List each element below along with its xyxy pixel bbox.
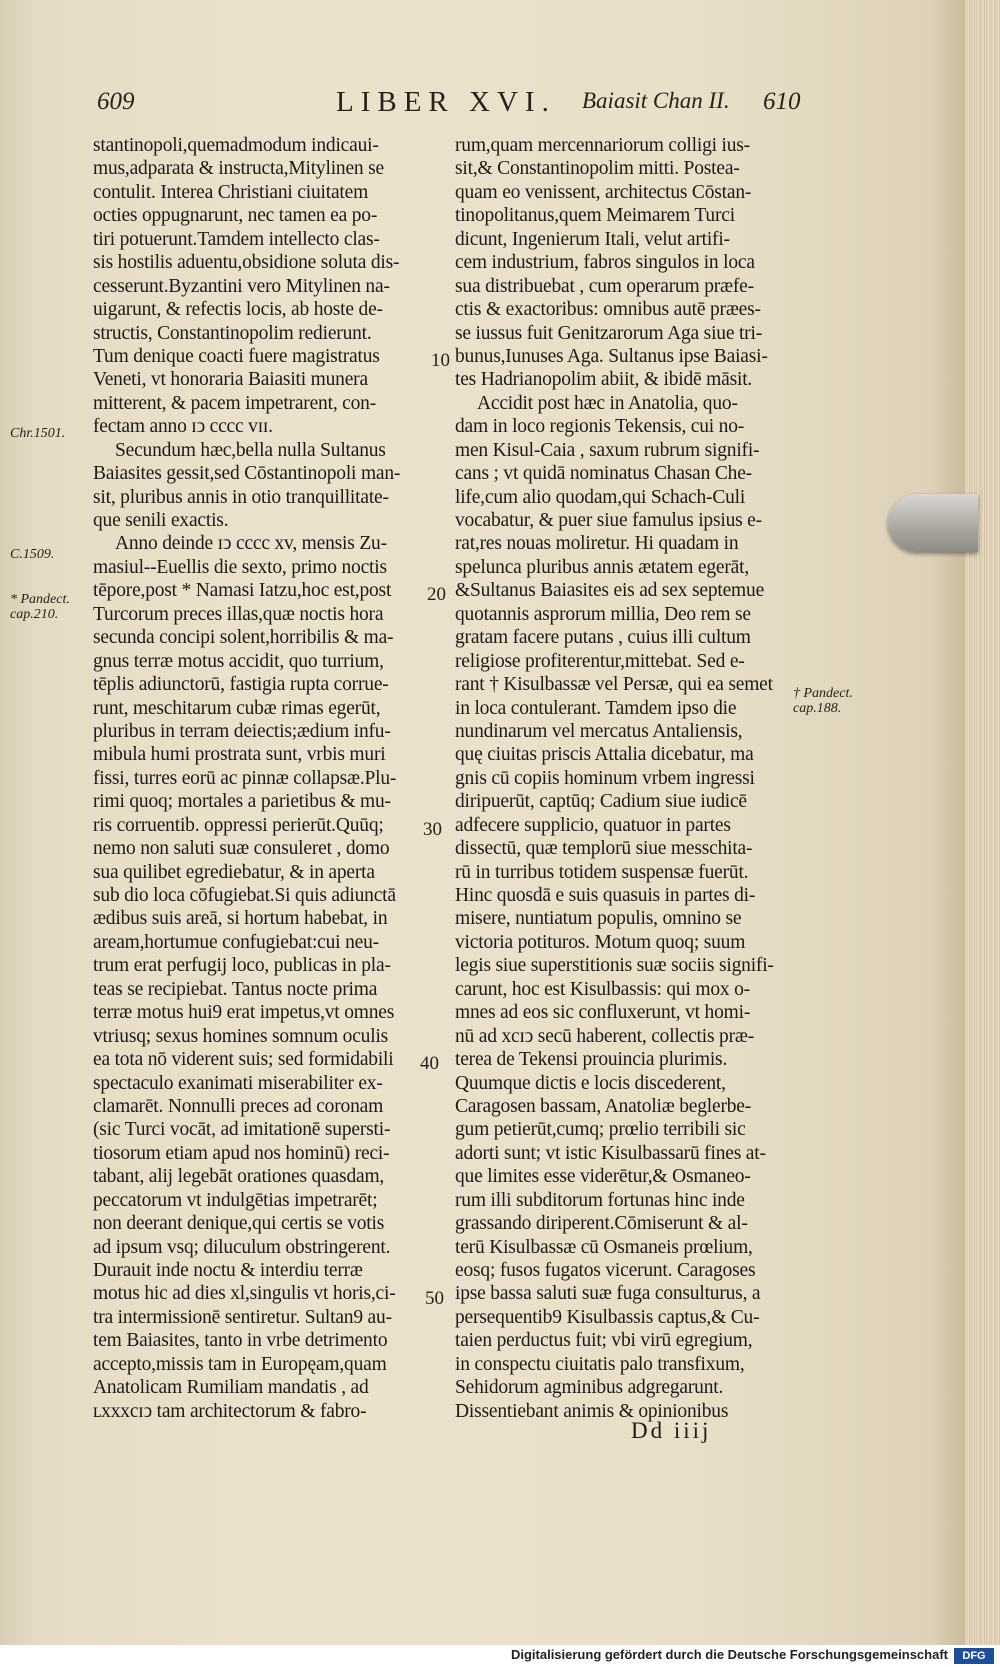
text-line: sua quilibet egrediebatur, & in aperta: [93, 861, 375, 883]
text-line: gum petierūt,cumq; prœlio terribili sic: [455, 1119, 746, 1141]
text-line: tēpore,post * Namasi Iatzu,hoc est,post: [93, 580, 392, 602]
text-line: masiul--Euellis die sexto, primo noctis: [93, 556, 387, 578]
text-line: contulit. Interea Christiani ciuitatem: [93, 181, 369, 203]
text-line: legis siue superstitionis suæ sociis signifi-: [455, 955, 774, 977]
text-line: men Kisul-Caia , saxum rubrum signifi-: [455, 439, 760, 461]
text-line: trum erat perfugij loco, publicas in pla-: [93, 955, 391, 977]
text-line: Sehidorum agminibus adgregarunt.: [455, 1377, 724, 1399]
text-line: gnis cū copiis hominum vrbem ingressi: [455, 767, 755, 789]
text-line: tra intermissionē sentiretur. Sultan9 au-: [93, 1306, 392, 1328]
text-line: Caragosen bassam, Anatoliæ beglerbe-: [455, 1095, 752, 1117]
text-line: nemo non saluti suæ consuleret , domo: [93, 838, 390, 860]
text-line: se iussus fuit Genitzarorum Aga siue tri-: [455, 322, 762, 344]
page-number-right: 610: [763, 88, 801, 115]
text-line: adorti sunt; vt istic Kisulbassarū fines at-: [455, 1142, 766, 1164]
text-line: accepto,missis tam in Europęam,quam: [93, 1353, 387, 1375]
text-line: rat,res nouas moliretur. Hi quadam in: [455, 533, 739, 555]
text-line: clamarēt. Nonnulli preces ad coronam: [93, 1095, 384, 1117]
text-line: quotannis asprorum millia, Deo rem se: [455, 603, 751, 625]
text-line: sis hostilis aduentu,obsidione soluta dis-: [93, 252, 400, 274]
text-line: runt, meschitarum cubæ rimas egerūt,: [93, 697, 381, 719]
page-footer: [455, 1418, 795, 1446]
margin-note-c1509: C.1509.: [10, 547, 55, 562]
text-line: fectam anno ɪↄ cccc vɪɪ.: [93, 416, 273, 438]
text-line: sub dio loca cōfugiebat.Si quis adiunctā: [93, 885, 396, 906]
text-line: rant † Kisulbassæ vel Persæ, qui ea semet: [455, 674, 773, 696]
margin-note-pandect-188: † Pandect. cap.188.: [793, 686, 853, 716]
text-line: Hinc quosdā e suis quasuis in partes di-: [455, 885, 756, 906]
text-line: secunda concipi solent,horribilis & ma-: [93, 627, 394, 649]
text-line: ædibus suis areā, si hortum habebat, in: [93, 908, 388, 930]
text-line: vtriusq; sexus homines somnum oculis: [93, 1025, 389, 1047]
text-line: ea tota nō viderent suis; sed formidabili: [93, 1049, 394, 1071]
text-line: tes Hadrianopolim abiit, & ibidē māsit.: [455, 369, 753, 391]
line-number: 10: [431, 350, 450, 371]
text-line: Tum denique coacti fuere magistratus: [93, 345, 380, 367]
signature-mark: Dd iiij: [631, 1418, 712, 1443]
right-text-column: [455, 134, 783, 1423]
book-title: LIBER XVI.: [336, 86, 556, 118]
text-line: religiose profiterentur,mittebat. Sed e-: [455, 650, 745, 672]
left-text-column: [93, 134, 421, 1423]
text-line: victoria potituros. Motum quoq; suum: [455, 931, 746, 953]
page-number-left: 609: [97, 88, 135, 115]
text-line: Anatolicam Rumiliam mandatis , ad: [93, 1377, 369, 1399]
text-line: structis, Constantinopolim redierunt.: [93, 322, 372, 344]
text-line: tinopolitanus,quem Meimarem Turci: [455, 205, 735, 227]
text-line: spectaculo exanimati miserabiliter ex-: [93, 1072, 383, 1094]
text-line: tiri potuerunt.Tamdem intellecto clas-: [93, 228, 380, 250]
text-line: mibula humi prostrata sunt, vrbis muri: [93, 744, 386, 766]
text-line: tiosorum etiam apud nos hominū) reci-: [93, 1142, 390, 1164]
margin-note-chr1501: Chr.1501.: [10, 426, 66, 441]
book-clip: [888, 494, 978, 552]
text-line: quam eo venissent, architectus Cōstan-: [455, 181, 752, 203]
line-number: 30: [423, 819, 442, 840]
text-line: quę ciuitas priscis Attalia dicebatur, ma: [455, 744, 754, 766]
text-line: sua distribuebat , cum operarum præfe-: [455, 275, 754, 297]
text-line: tēplis adiunctorū, fastigia rupta corrue-: [93, 674, 389, 696]
text-line: Baiasites gessit,sed Cōstantinopoli man-: [93, 463, 401, 485]
text-line: rimi quoq; mortales a parietibus & mu-: [93, 791, 391, 813]
text-line: uigarunt, & refectis locis, ab hoste de-: [93, 299, 383, 321]
text-line: Secundum hæc,bella nulla Sultanus: [115, 439, 386, 461]
text-line: cem industrium, fabros singulos in loca: [455, 252, 755, 274]
section-title: Baiasit Chan II.: [582, 88, 730, 113]
text-line: sit,& Constantinopolim mitti. Postea-: [455, 158, 740, 180]
text-line: peccatorum vt indulgētias impetrarēt;: [93, 1189, 378, 1211]
text-line: octies oppugnarunt, nec tamen ea po-: [93, 205, 378, 227]
text-line: Dissentiebant animis & opinionibus: [455, 1400, 729, 1422]
text-line: nū ad xcɪↄ secū haberent, collectis præ-: [455, 1025, 755, 1047]
text-line: tem Baiasites, tanto in vrbe detrimento: [93, 1330, 388, 1352]
text-line: gnus terræ motus accidit, quo turrium,: [93, 650, 384, 672]
text-line: taien perductus fuit; vbi virū egregium,: [455, 1330, 753, 1352]
text-line: terū Kisulbassæ cū Osmaneis prœlium,: [455, 1236, 753, 1258]
text-line: adfecere supplicio, quatuor in partes: [455, 814, 731, 836]
text-line: misere, nuntiatum populis, omnino se: [455, 908, 742, 930]
text-line: pluribus in terram deiectis;ædium infu-: [93, 720, 391, 742]
text-line: cans ; vt quidā nominatus Chasan Che-: [455, 463, 752, 485]
text-line: &Sultanus Baiasites eis ad sex septemue: [455, 580, 765, 602]
text-line: ʟxxxcɪↄ tam architectorum & fabro-: [93, 1400, 367, 1422]
text-line: Turcorum preces illas,quæ noctis hora: [93, 603, 384, 625]
text-line: dicunt, Ingenierum Itali, velut artifi-: [455, 228, 730, 250]
text-line: ipse bassa saluti suæ fuga consulturus, a: [455, 1283, 761, 1305]
line-number: 20: [427, 584, 446, 605]
text-line: rū in turribus totidem suspensæ fuerūt.: [455, 861, 749, 883]
line-number: 40: [420, 1053, 439, 1074]
text-line: dam in loco regionis Tekensis, cui no-: [455, 416, 745, 438]
text-line: (sic Turci vocāt, ad imitationē supersti-: [93, 1119, 391, 1141]
text-line: rum,quam mercennariorum colligi ius-: [455, 135, 750, 156]
text-line: diripuerūt, captūq; Cadium siue iudicē: [455, 791, 747, 813]
text-line: que limites esse viderētur,& Osmaneo-: [455, 1166, 751, 1188]
text-line: nundinarum vel mercatus Antaliensis,: [455, 720, 743, 742]
text-line: ris corruentib. oppressi perierūt.Quūq;: [93, 814, 384, 836]
text-line: in conspectu ciuitatis palo transfixum,: [455, 1353, 745, 1375]
text-line: sit, pluribus annis in otio tranquillitate-: [93, 486, 389, 508]
text-line: aream,hortumue confugiebat:cui neu-: [93, 931, 379, 953]
credit-strip: [0, 1645, 1000, 1667]
text-line: persequentib9 Kisulbassis captus,& Cu-: [455, 1306, 760, 1328]
text-line: spelunca pluribus annis ætatem egerāt,: [455, 556, 750, 578]
text-line: terea de Tekensi prouincia plurimis.: [455, 1049, 728, 1071]
text-line: stantinopoli,quemadmodum indicaui-: [93, 135, 379, 156]
text-line: mus,adparata & instructa,Mitylinen se: [93, 158, 384, 180]
text-line: ad ipsum vsq; diluculum obstringerent.: [93, 1236, 391, 1258]
text-line: grassando diriperent.Cōmiserunt & al-: [455, 1213, 748, 1235]
text-line: life,cum alio quodam,qui Schach-Culi: [455, 486, 746, 508]
text-line: Anno deinde ɪↄ cccc xv, mensis Zu-: [115, 533, 387, 555]
text-line: terræ motus hui9 erat impetus,vt omnes: [93, 1002, 395, 1024]
text-line: vocabatur, & puer siue famulus ipsius e-: [455, 510, 762, 531]
text-line: cesserunt.Byzantini vero Mitylinen na-: [93, 275, 390, 297]
text-line: mitterent, & pacem impetrarent, con-: [93, 392, 377, 414]
text-line: que senili exactis.: [93, 510, 229, 531]
text-line: fissi, turres eorū ac pinnæ collapsæ.Plu-: [93, 767, 397, 789]
dfg-logo: DFG: [954, 1648, 994, 1664]
text-line: tabant, alij legebāt orationes quasdam,: [93, 1166, 385, 1188]
text-line: mnes ad eos sic confluxerunt, vt homi-: [455, 1002, 751, 1024]
text-line: dissectū, quæ templorū siue messchita-: [455, 838, 753, 860]
line-number: 50: [425, 1288, 444, 1309]
running-header: [0, 86, 965, 122]
text-line: motus hic ad dies xl,singulis vt horis,ci-: [93, 1283, 396, 1305]
text-line: gratam facere putans , cuius illi cultum: [455, 627, 751, 649]
text-line: rum illi subditorum fortunas hinc inde: [455, 1189, 745, 1211]
text-line: eosq; fusos fugatos vicerunt. Caragoses: [455, 1260, 756, 1281]
text-line: bunus,Iunuses Aga. Sultanus ipse Baiasi-: [455, 345, 768, 367]
text-line: non deerant denique,qui certis se votis: [93, 1213, 385, 1235]
margin-note-pandect-210: * Pandect. cap.210.: [10, 592, 70, 622]
text-line: Quumque dictis e locis discederent,: [455, 1072, 726, 1094]
text-line: ctis & exactoribus: omnibus autē præes-: [455, 299, 761, 321]
text-line: in loca contulerant. Tamdem ipso die: [455, 697, 737, 719]
text-line: Accidit post hæc in Anatolia, quo-: [477, 392, 738, 414]
digitization-credit: Digitalisierung gefördert durch die Deutsche Forschungsgemeinschaft: [510, 1647, 948, 1662]
text-line: Veneti, vt honoraria Baiasiti munera: [93, 369, 368, 391]
text-line: teas se recipiebat. Tantus nocte prima: [93, 978, 378, 1000]
text-line: carunt, hoc est Kisulbassis: qui mox o-: [455, 978, 750, 1000]
text-line: Durauit inde noctu & interdiu terræ: [93, 1260, 363, 1281]
